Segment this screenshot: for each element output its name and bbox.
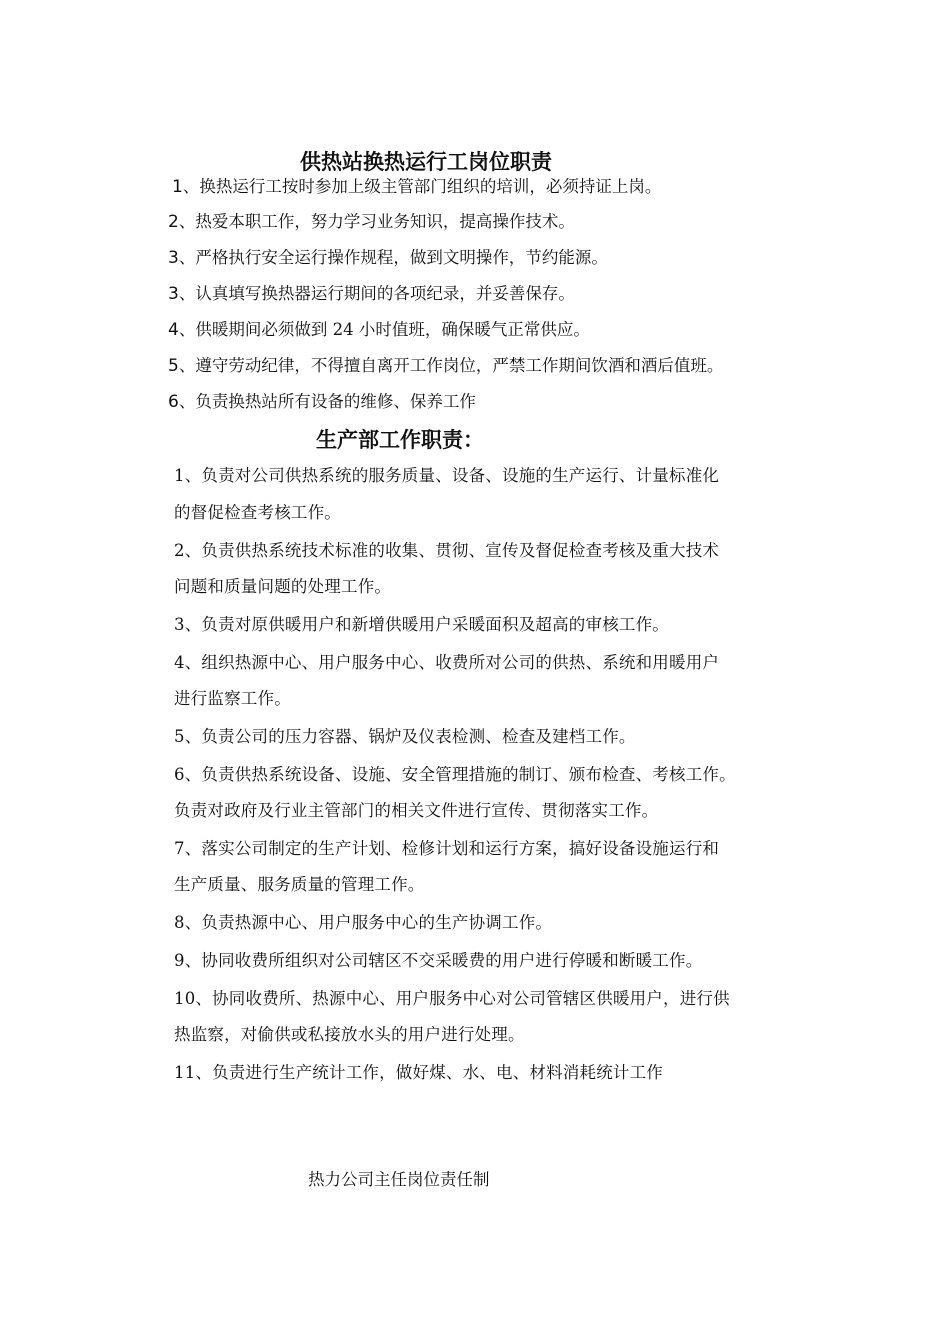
- section1-item: 3、严格执行安全运行操作规程，做到文明操作，节约能源。: [168, 248, 608, 268]
- section1-item: 3、认真填写换热器运行期间的各项纪录，并妥善保存。: [168, 284, 575, 304]
- section2-line: 10、协同收费所、热源中心、用户服务中心对公司管辖区供暖用户，进行供: [174, 989, 730, 1008]
- section1-title: 供热站换热运行工岗位职责: [300, 150, 552, 174]
- section2-title: 生产部工作职责：: [316, 428, 484, 452]
- section2-line: 负责对政府及行业主管部门的相关文件进行宣传、贯彻落实工作。: [174, 801, 659, 820]
- section1-item: 4、供暖期间必须做到 24 小时值班，确保暖气正常供应。: [168, 320, 590, 340]
- section2-line: 1、负责对公司供热系统的服务质量、设备、设施的生产运行、计量标准化: [174, 466, 720, 485]
- section2-line: 8、负责热源中心、用户服务中心的生产协调工作。: [174, 913, 553, 932]
- section2-line: 热监察，对偷供或私接放水头的用户进行处理。: [174, 1025, 525, 1044]
- section1-item: 6、负责换热站所有设备的维修、保养工作: [168, 392, 476, 412]
- section2-line: 5、负责公司的压力容器、锅炉及仪表检测、检查及建档工作。: [174, 727, 636, 746]
- section2-line: 7、落实公司制定的生产计划、检修计划和运行方案，搞好设备设施运行和: [174, 839, 720, 858]
- section2-line: 6、负责供热系统设备、设施、安全管理措施的制订、颁布检查、考核工作。: [174, 765, 736, 784]
- section2-line: 11、负责进行生产统计工作，做好煤、水、电、材料消耗统计工作: [174, 1063, 663, 1082]
- section2-line: 的督促检查考核工作。: [174, 503, 341, 522]
- section1-item: 1、换热运行工按时参加上级主管部门组织的培训，必须持证上岗。: [172, 177, 662, 197]
- section2-line: 问题和质量问题的处理工作。: [174, 577, 392, 596]
- section1-item: 2、热爱本职工作，努力学习业务知识，提高操作技术。: [168, 212, 575, 232]
- section2-line: 进行监察工作。: [174, 689, 291, 708]
- section2-line: 2、负责供热系统技术标准的收集、贯彻、宣传及督促检查考核及重大技术: [174, 541, 720, 560]
- footer-title: 热力公司主任岗位责任制: [308, 1170, 490, 1189]
- section1-item: 5、遵守劳动纪律，不得擅自离开工作岗位，严禁工作期间饮酒和酒后值班。: [168, 356, 724, 376]
- section2-line: 4、组织热源中心、用户服务中心、收费所对公司的供热、系统和用暖用户: [174, 653, 720, 672]
- section2-line: 9、协同收费所组织对公司辖区不交采暖费的用户进行停暖和断暖工作。: [174, 951, 703, 970]
- section2-line: 生产质量、服务质量的管理工作。: [174, 875, 425, 894]
- section2-line: 3、负责对原供暖用户和新增供暖用户采暖面积及超高的审核工作。: [174, 615, 669, 634]
